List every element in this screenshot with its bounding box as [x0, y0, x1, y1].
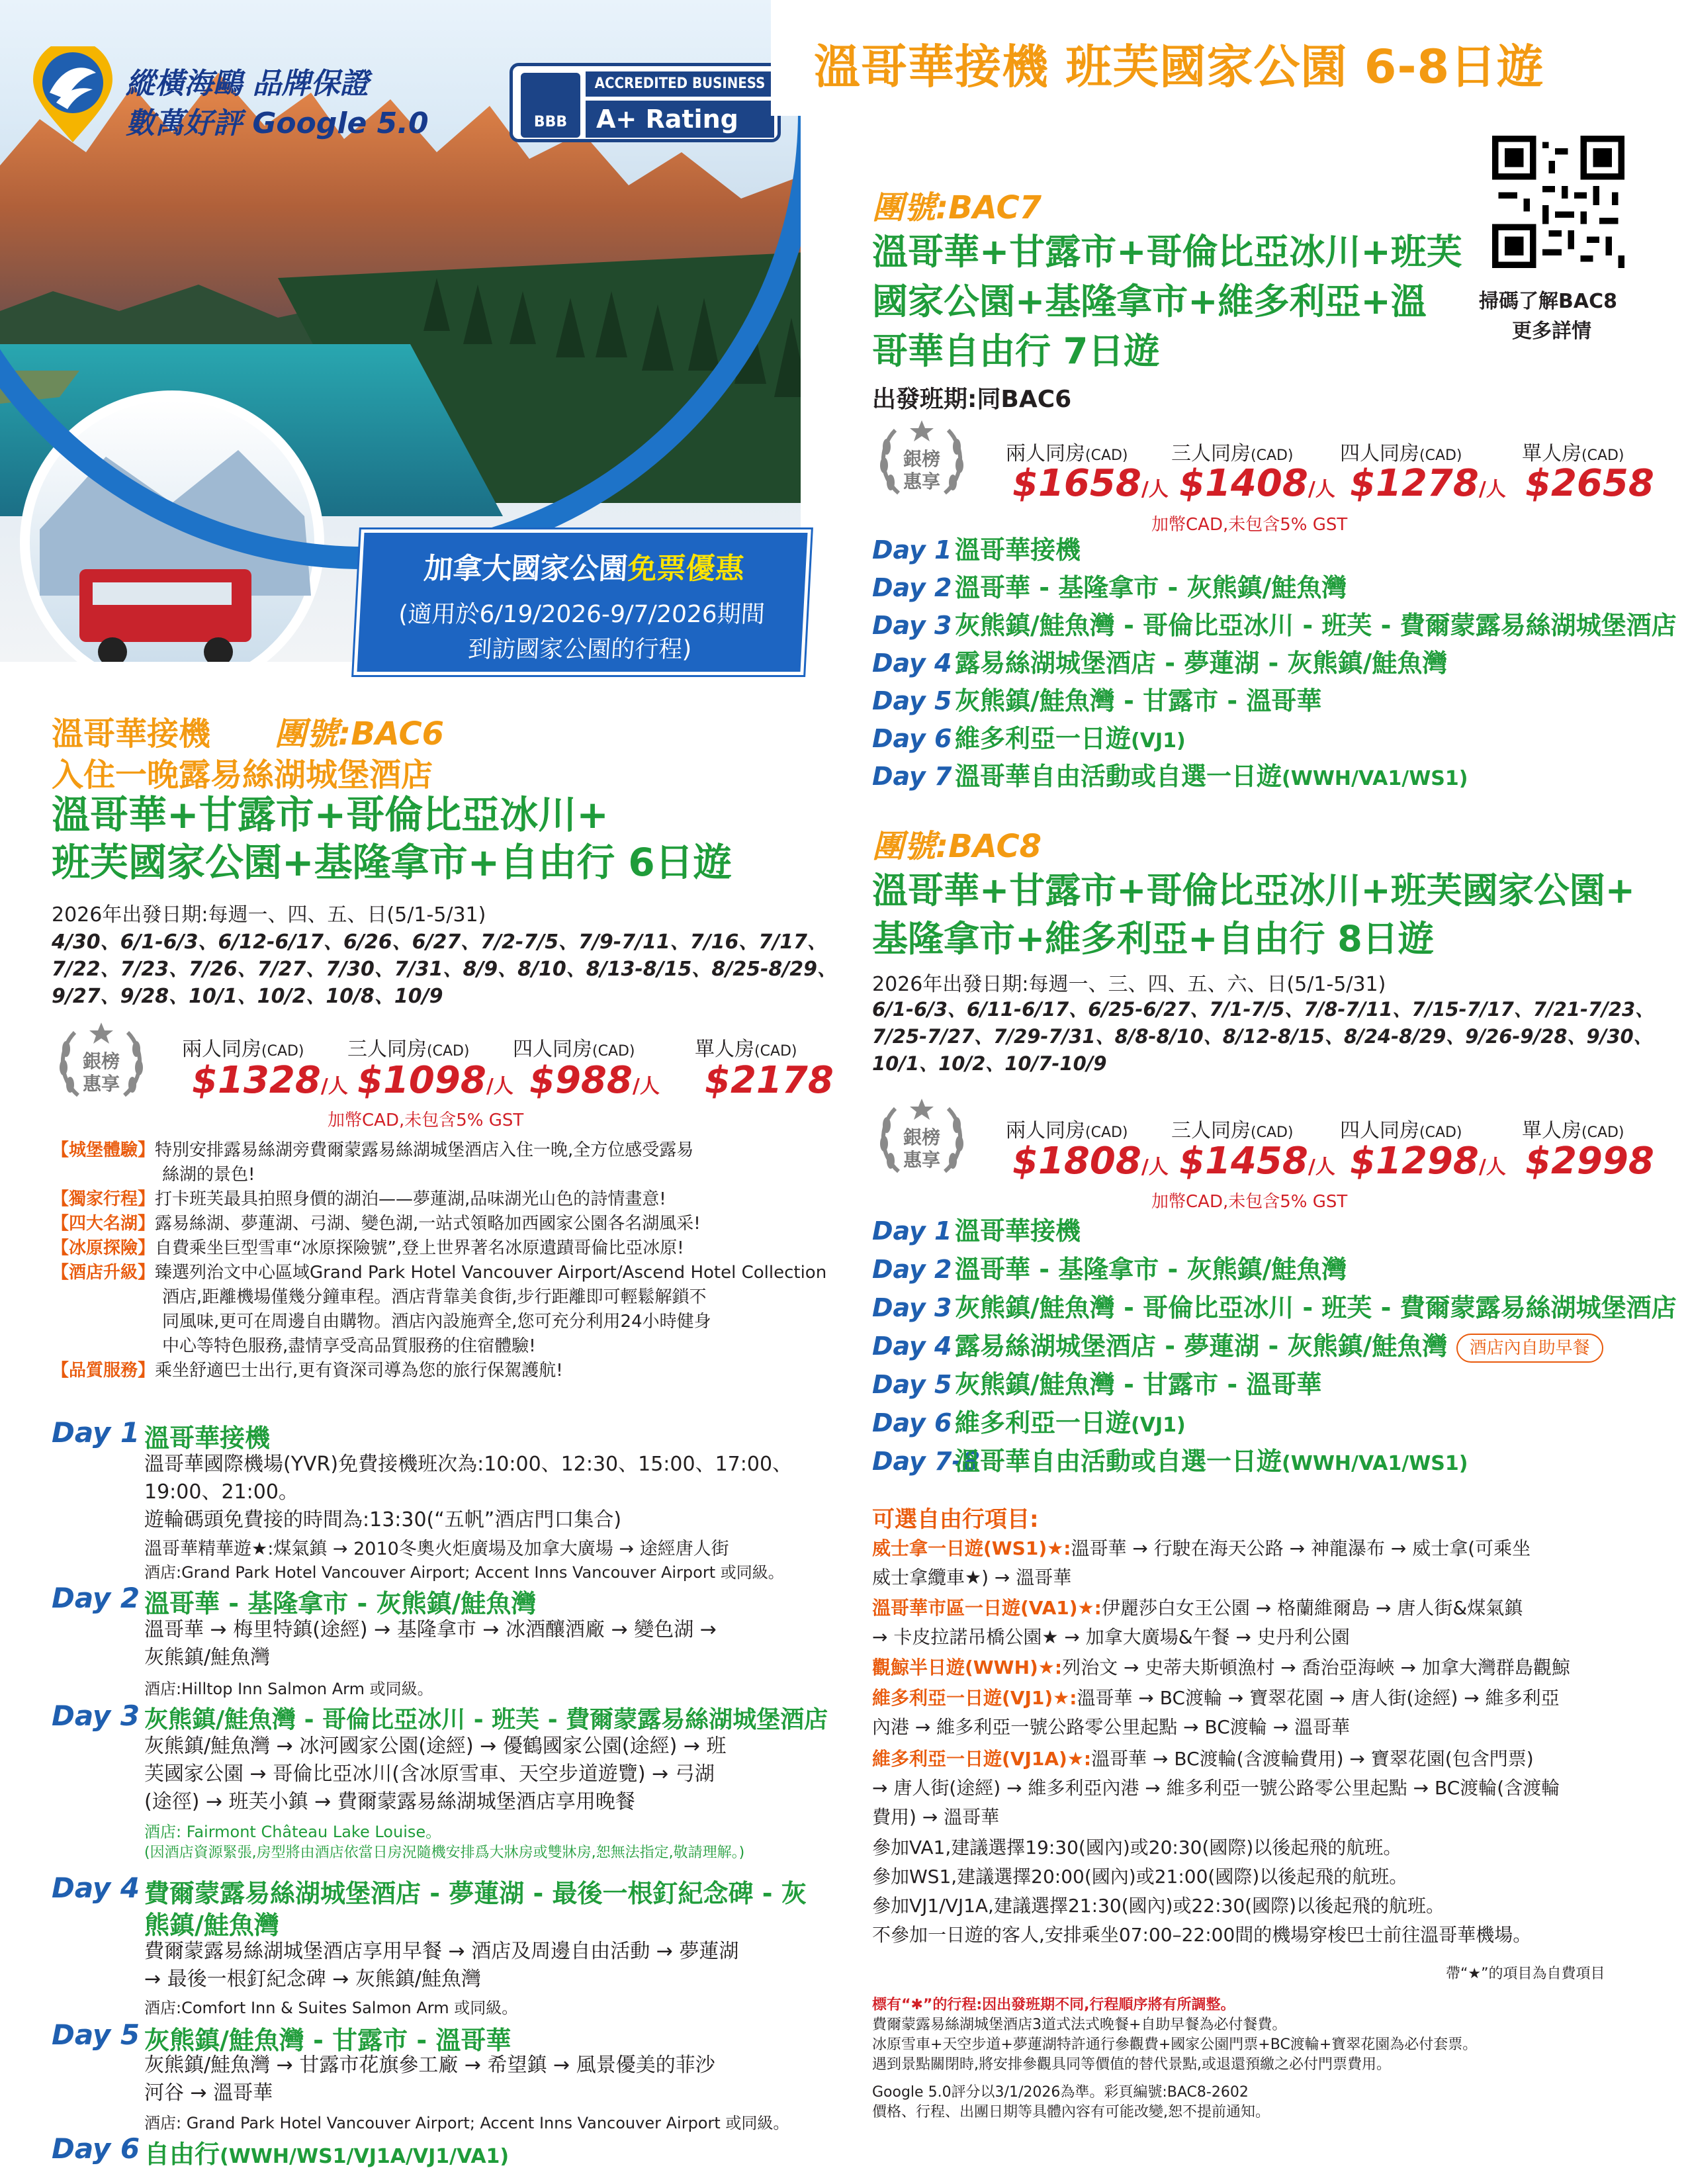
bac6-day5-hotel: 酒店: Grand Park Hotel Vancouver Airport; Accent Inns Vancouver Airport 或同級。: [144, 2114, 789, 2132]
footer-meal-note: 費爾蒙露易絲湖城堡酒店3道式法式晚餐+自助早餐為必付餐費。: [872, 2017, 1287, 2033]
bac8-header-single: 單人房(CAD): [1522, 1119, 1624, 1142]
bac6-title-line1: 溫哥華+甘露市+哥倫比亞冰川+: [52, 792, 609, 837]
optional-tours-title: 可選自由行項目:: [872, 1506, 1039, 1533]
bac7-day-6: Day 6 維多利亞一日遊(VJ1): [872, 724, 1186, 753]
bac6-day4-label: Day 4: [52, 1872, 140, 1904]
bbb-rating-label: A+ Rating: [586, 101, 774, 138]
bbb-accredited-label: ACCREDITED BUSINESS: [586, 71, 774, 97]
bac8-day-7-8: Day 7-8溫哥華自由活動或自選一日遊(WWH/VA1/WS1): [872, 1447, 1468, 1476]
brand-slogan-1: 縱橫海鷗 品牌保證: [126, 67, 369, 101]
bac7-price-single: $2658: [1525, 462, 1654, 505]
feature-icefield: 【冰原探險】自費乘坐巨型雪車“冰原探險號”,登上世界著名冰原遺蹟哥倫比亞冰原!: [52, 1238, 684, 1258]
feature-castle-cont: 絲湖的景色!: [162, 1165, 255, 1185]
bac6-day1-line3: 遊輪碼頭免費接的時間為:13:30(“五帆”酒店門口集合): [144, 1508, 622, 1531]
bac6-day4-title-2: 熊鎮/鮭魚灣: [144, 1911, 279, 1940]
bac6-day5-line1: 灰熊鎮/鮭魚灣 → 甘露市花旗參工廠 → 希望鎮 → 風景優美的菲沙: [144, 2054, 715, 2077]
bac6-day4-line1: 費爾蒙露易絲湖城堡酒店享用早餐 → 酒店及周邊自由活動 → 夢蓮湖: [144, 1940, 739, 1963]
bac8-price-single: $2998: [1525, 1140, 1654, 1183]
bac7-day-1: Day 1 溫哥華接機: [872, 535, 1081, 565]
bac8-departure-dates-1: 6/1-6/3、6/11-6/17、6/25-6/27、7/1-7/5、7/8-7/11、7/15-7/17、7/21-7/23、: [872, 998, 1655, 1021]
bac8-header-quad: 四人同房(CAD): [1340, 1119, 1462, 1142]
bac6-day4-hotel: 酒店:Comfort Inn & Suites Salmon Arm 或同級。: [144, 1999, 518, 2017]
bac6-departure-dates-1: 4/30、6/1-6/3、6/12-6/17、6/26、6/27、7/2-7/5、7/9-7/11、7/16、7/17、: [52, 931, 827, 954]
bac6-departure-label: 2026年出發日期:每週一、四、五、日(5/1-5/31): [52, 903, 486, 927]
option-va1-cont: → 卡皮拉諾吊橋公園★ → 加拿大廣場&午餐 → 史丹利公園: [872, 1626, 1350, 1648]
bac6-title-line2: 班芙國家公園+基隆拿市+自由行 6日遊: [52, 840, 732, 885]
flight-note-ws1: 參加WS1,建議選擇20:00(國內)或21:00(國際)以後起飛的航班。: [872, 1866, 1408, 1888]
bac7-title-line3: 哥華自由行 7日遊: [872, 330, 1160, 372]
bac6-day1-line1: 溫哥華國際機場(YVR)免費接機班次為:10:00、12:30、15:00、17:00、: [144, 1453, 793, 1476]
bac8-price-note: 加幣CAD,未包含5% GST: [1151, 1192, 1348, 1212]
footer-notes: [872, 1995, 1477, 2122]
bac8-day-5: Day 5 灰熊鎮/鮭魚灣 - 甘露市 - 溫哥華: [872, 1370, 1322, 1399]
bac8-tour-code: 團號:BAC8: [872, 828, 1042, 865]
bac7-day-2: Day 2 溫哥華 - 基隆拿市 - 灰熊鎮/鮭魚灣: [872, 573, 1347, 602]
national-park-free-ticket-banner: [353, 529, 811, 675]
airport-shuttle-note: 不參加一日遊的客人,安排乘坐07:00–22:00間的機場穿梭巴士前往溫哥華機場。: [872, 1924, 1532, 1946]
bac8-day-3: Day 3 灰熊鎮/鮭魚灣 - 哥倫比亞冰川 - 班芙 - 費爾蒙露易絲湖城堡酒店: [872, 1293, 1677, 1322]
bac7-tour-code: 團號:BAC7: [872, 189, 1042, 226]
footer-rating-note: Google 5.0評分以3/1/2026為準。彩頁編號:BAC8-2602: [872, 2084, 1249, 2101]
footer-schedule-note: 標有“✱”的行程:因出發班期不同,行程順序將有所調整。: [872, 1997, 1235, 2013]
bac8-departure-label: 2026年出發日期:每週一、三、四、五、六、日(5/1-5/31): [872, 973, 1386, 996]
bac7-title-line1: 溫哥華+甘露市+哥倫比亞冰川+班芙: [872, 231, 1462, 273]
footer-closure-note: 遇到景點關閉時,將安排參觀具同等價值的替代景點,或退還預繳之必付門票費用。: [872, 2056, 1391, 2073]
bac6-header-quad: 四人同房(CAD): [513, 1038, 635, 1061]
self-pay-note: 帶“★”的項目為自費項目: [1446, 1966, 1605, 1982]
brand-slogan-2: 數萬好評 Google 5.0: [126, 107, 429, 140]
bac7-price-double: $1658/人: [1012, 462, 1169, 505]
bac7-day-7: Day 7 溫哥華自由活動或自選一日遊(WWH/VA1/WS1): [872, 762, 1468, 791]
bac7-price-triple: $1408/人: [1179, 462, 1335, 505]
svg-text:銀榜: 銀榜: [903, 448, 941, 470]
bac6-day6-label: Day 6: [52, 2132, 140, 2165]
bac7-header-single: 單人房(CAD): [1522, 442, 1624, 465]
bac8-day-1: Day 1 溫哥華接機: [872, 1216, 1081, 1246]
bac6-day3-note: (因酒店資源緊張,房型將由酒店依當日房況隨機安排爲大牀房或雙牀房,恕無法指定,敬請理解。): [144, 1844, 745, 1861]
laurel-badge-icon: [872, 414, 971, 513]
bac6-day2-line1: 溫哥華 → 梅里特鎮(途經) → 基隆拿市 → 冰酒釀酒廠 → 變色湖 →: [144, 1618, 717, 1641]
bac6-departure-dates-2: 7/22、7/23、7/26、7/27、7/30、7/31、8/9、8/10、8/13-8/15、8/25-8/29、: [52, 958, 837, 981]
flight-note-vj1: 參加VJ1/VJ1A,建議選擇21:30(國內)或22:30(國際)以後起飛的航班。: [872, 1895, 1445, 1917]
page-title: 溫哥華接機 班芙國家公園 6-8日遊: [814, 40, 1544, 94]
bac6-price-single: $2178: [705, 1059, 834, 1102]
option-wwh: 觀鯨半日遊(WWH)★:列治文 → 史蒂夫斯頓漁村 → 喬治亞海峽 → 加拿大灣群島觀鯨: [872, 1657, 1570, 1678]
flight-note-va1: 參加VA1,建議選擇19:30(國內)或20:30(國際)以後起飛的航班。: [872, 1837, 1402, 1858]
feature-hotel-upgrade-4: 中心等特色服務,盡情享受高品質服務的住宿體驗!: [162, 1336, 536, 1356]
bac6-header-double: 兩人同房(CAD): [182, 1038, 304, 1061]
footer-disclaimer: 價格、行程、出團日期等具體內容有可能改變,恕不提前通知。: [872, 2104, 1270, 2120]
promo-subtitle-2: 到訪國家公園的行程): [467, 636, 693, 663]
bac6-day5-label: Day 5: [52, 2019, 140, 2051]
bac6-day1-label: Day 1: [52, 1416, 140, 1449]
laurel-badge-icon: [52, 1016, 151, 1115]
bac6-day3-hotel: 酒店: Fairmont Château Lake Louise。: [144, 1823, 442, 1841]
bac6-price-quad: $988/人: [529, 1059, 660, 1102]
bac6-header-single: 單人房(CAD): [695, 1038, 797, 1061]
option-vj1-cont: 內港 → 維多利亞一號公路零公里起點 → BC渡輪 → 溫哥華: [872, 1716, 1351, 1738]
bac7-departure: 出發班期:同BAC6: [872, 386, 1072, 413]
feature-hotel-upgrade: 【酒店升級】臻選列治文中心區域Grand Park Hotel Vancouver Airport/Ascend Hotel Collection: [52, 1263, 827, 1283]
seagull-logo-icon: [26, 46, 119, 146]
bac6-tour-code: 團號:BAC6: [275, 715, 445, 752]
option-ws1: 威士拿一日遊(WS1)★:溫哥華 → 行駛在海天公路 → 神龍瀑布 → 威士拿(可乘坐: [872, 1537, 1531, 1559]
breakfast-pill: 酒店內自助早餐: [1456, 1334, 1603, 1363]
bac6-day6-title: 自由行(WWH/WS1/VJ1A/VJ1/VA1): [144, 2140, 510, 2169]
bac6-day1-title: 溫哥華接機: [144, 1424, 271, 1453]
bac7-header-double: 兩人同房(CAD): [1006, 442, 1128, 465]
svg-text:惠享: 惠享: [82, 1073, 120, 1095]
bac6-day3-line3: (途徑) → 班芙小鎮 → 費爾蒙露易絲湖城堡酒店享用晚餐: [144, 1790, 635, 1813]
footer-ticket-note: 冰原雪車+天空步道+夢蓮湖特許通行參觀費+國家公園門票+BC渡輪+寶翠花園為必付套票。: [872, 2036, 1478, 2053]
bac6-price-triple: $1098/人: [357, 1059, 513, 1102]
bac6-day3-line2: 芙國家公園 → 哥倫比亞冰川(含冰原雪車、天空步道遊覽) → 弓湖: [144, 1762, 715, 1786]
bac6-day5-title: 灰熊鎮/鮭魚灣 - 甘露市 - 溫哥華: [144, 2026, 511, 2055]
bac6-day4-line2: → 最後一根釘紀念碑 → 灰熊鎮/鮭魚灣: [144, 1968, 481, 1991]
bac6-day2-line2: 灰熊鎮/鮭魚灣: [144, 1646, 271, 1669]
bac7-title-line2: 國家公園+基隆拿市+維多利亞+溫: [872, 281, 1427, 322]
feature-service: 【品質服務】乘坐舒適巴士出行,更有資深司導為您的旅行保駕護航!: [52, 1361, 563, 1381]
bac7-header-triple: 三人同房(CAD): [1171, 442, 1294, 465]
bac7-day-3: Day 3 灰熊鎮/鮭魚灣 - 哥倫比亞冰川 - 班芙 - 費爾蒙露易絲湖城堡酒店: [872, 611, 1677, 640]
bac8-day-4: Day 4 露易絲湖城堡酒店 - 夢蓮湖 - 灰熊鎮/鮭魚灣 酒店內自助早餐: [872, 1328, 1603, 1365]
bac8-header-triple: 三人同房(CAD): [1171, 1119, 1294, 1142]
feature-hotel-upgrade-2: 酒店,距離機場僅幾分鐘車程。酒店背靠美食街,步行距離即可輕鬆解鎖不: [162, 1287, 707, 1307]
bac8-day-2: Day 2 溫哥華 - 基隆拿市 - 灰熊鎮/鮭魚灣: [872, 1255, 1347, 1284]
svg-text:銀榜: 銀榜: [903, 1126, 941, 1148]
option-vj1a-cont2: 費用) → 溫哥華: [872, 1806, 1000, 1828]
bac6-day3-line1: 灰熊鎮/鮭魚灣 → 冰河國家公園(途經) → 優鶴國家公園(途經) → 班: [144, 1735, 727, 1758]
option-vj1: 維多利亞一日遊(VJ1)★:溫哥華 → BC渡輪 → 寶翠花園 → 唐人街(途經) → 維多利亞: [872, 1687, 1560, 1709]
promo-subtitle-1: (適用於6/19/2026-9/7/2026期間: [398, 601, 766, 628]
svg-text:銀榜: 銀榜: [82, 1050, 120, 1072]
bac7-price-note: 加幣CAD,未包含5% GST: [1151, 515, 1348, 535]
option-vj1a-cont: → 唐人街(途經) → 維多利亞內港 → 維多利亞一號公路零公里起點 → BC渡輪(含渡輪: [872, 1777, 1560, 1799]
bac8-price-quad: $1298/人: [1350, 1140, 1506, 1183]
bac8-departure-dates-3: 10/1、10/2、10/7-10/9: [872, 1052, 1107, 1075]
svg-text:惠享: 惠享: [903, 471, 941, 492]
feature-exclusive: 【獨家行程】打卡班芙最具拍照身價的湖泊——夢蓮湖,品味湖光山色的詩情畫意!: [52, 1189, 666, 1209]
feature-four-lakes: 【四大名湖】露易絲湖、夢蓮湖、弓湖、變色湖,一站式領略加西國家公園各名湖風采!: [52, 1214, 701, 1234]
option-vj1a: 維多利亞一日遊(VJ1A)★:溫哥華 → BC渡輪(含渡輪費用) → 寶翠花園(包含門票): [872, 1748, 1534, 1770]
qr-code-icon[interactable]: [1492, 136, 1624, 268]
bac7-price-quad: $1278/人: [1350, 462, 1506, 505]
bac8-departure-dates-2: 7/25-7/27、7/29-7/31、8/8-8/10、8/12-8/15、8/24-8/29、9/26-9/28、9/30、: [872, 1025, 1653, 1048]
bac8-title-line1: 溫哥華+甘露市+哥倫比亞冰川+班芙國家公園+: [872, 870, 1635, 911]
bac6-day3-label: Day 3: [52, 1700, 140, 1732]
bac7-day-5: Day 5 灰熊鎮/鮭魚灣 - 甘露市 - 溫哥華: [872, 686, 1322, 715]
feature-hotel-upgrade-3: 同風味,更可在周邊自由購物。酒店內設施齊全,您可充分利用24小時健身: [162, 1312, 711, 1332]
qr-caption-1: 掃碼了解BAC8: [1479, 290, 1617, 313]
bac6-departure-dates-3: 9/27、9/28、10/1、10/2、10/8、10/9: [52, 985, 443, 1008]
bac6-day2-hotel: 酒店:Hilltop Inn Salmon Arm 或同級。: [144, 1680, 433, 1698]
bac8-day-6: Day 6 維多利亞一日遊(VJ1): [872, 1408, 1186, 1437]
bac8-header-double: 兩人同房(CAD): [1006, 1119, 1128, 1142]
bac8-title-line2: 基隆拿市+維多利亞+自由行 8日遊: [872, 918, 1434, 960]
bac6-day4-title-1: 費爾蒙露易絲湖城堡酒店 - 夢蓮湖 - 最後一根釘紀念碑 - 灰: [144, 1879, 807, 1908]
bac6-day1-line4: 溫哥華精華遊★:煤氣鎮 → 2010冬奧火炬廣場及加拿大廣場 → 途經唐人街: [144, 1539, 729, 1559]
bac6-day1-line2: 19:00、21:00。: [144, 1480, 298, 1504]
bac6-day1-hotel: 酒店:Grand Park Hotel Vancouver Airport; Accent Inns Vancouver Airport 或同級。: [144, 1563, 784, 1582]
bac8-price-triple: $1458/人: [1179, 1140, 1335, 1183]
bac6-day3-title: 灰熊鎮/鮭魚灣 - 哥倫比亞冰川 - 班芙 - 費爾蒙露易絲湖城堡酒店: [144, 1706, 828, 1733]
bac7-header-quad: 四人同房(CAD): [1340, 442, 1462, 465]
bac6-pickup: 溫哥華接機: [52, 715, 211, 752]
bac6-price-double: $1328/人: [192, 1059, 348, 1102]
feature-castle: 【城堡體驗】特別安排露易絲湖旁費爾蒙露易絲湖城堡酒店入住一晚,全方位感受露易: [52, 1140, 694, 1160]
bac6-day2-label: Day 2: [52, 1582, 140, 1614]
svg-text:惠享: 惠享: [903, 1149, 941, 1171]
bac6-header-triple: 三人同房(CAD): [347, 1038, 470, 1061]
qr-caption-2: 更多詳情: [1512, 320, 1591, 343]
bac6-subtitle: 入住一晚露易絲湖城堡酒店: [52, 756, 433, 794]
bbb-logo: BBB: [521, 73, 580, 138]
option-va1: 溫哥華市區一日遊(VA1)★:伊麗莎白女王公園 → 格蘭維爾島 → 唐人街&煤氣鎮: [872, 1597, 1523, 1619]
bac8-price-double: $1808/人: [1012, 1140, 1169, 1183]
laurel-badge-icon: [872, 1092, 971, 1191]
bac6-price-note: 加幣CAD,未包含5% GST: [328, 1111, 524, 1130]
bac6-day5-line2: 河谷 → 溫哥華: [144, 2081, 273, 2105]
promo-title: 加拿大國家公園免票優惠: [423, 552, 745, 586]
bbb-accreditation-badge: [510, 63, 781, 142]
promo-highlight: 免票優惠: [627, 552, 745, 586]
bac6-day2-title: 溫哥華 - 基隆拿市 - 灰熊鎮/鮭魚灣: [144, 1589, 537, 1618]
option-ws1-cont: 威士拿纜車★) → 溫哥華: [872, 1567, 1072, 1588]
bac7-day-4: Day 4 露易絲湖城堡酒店 - 夢蓮湖 - 灰熊鎮/鮭魚灣: [872, 649, 1448, 678]
